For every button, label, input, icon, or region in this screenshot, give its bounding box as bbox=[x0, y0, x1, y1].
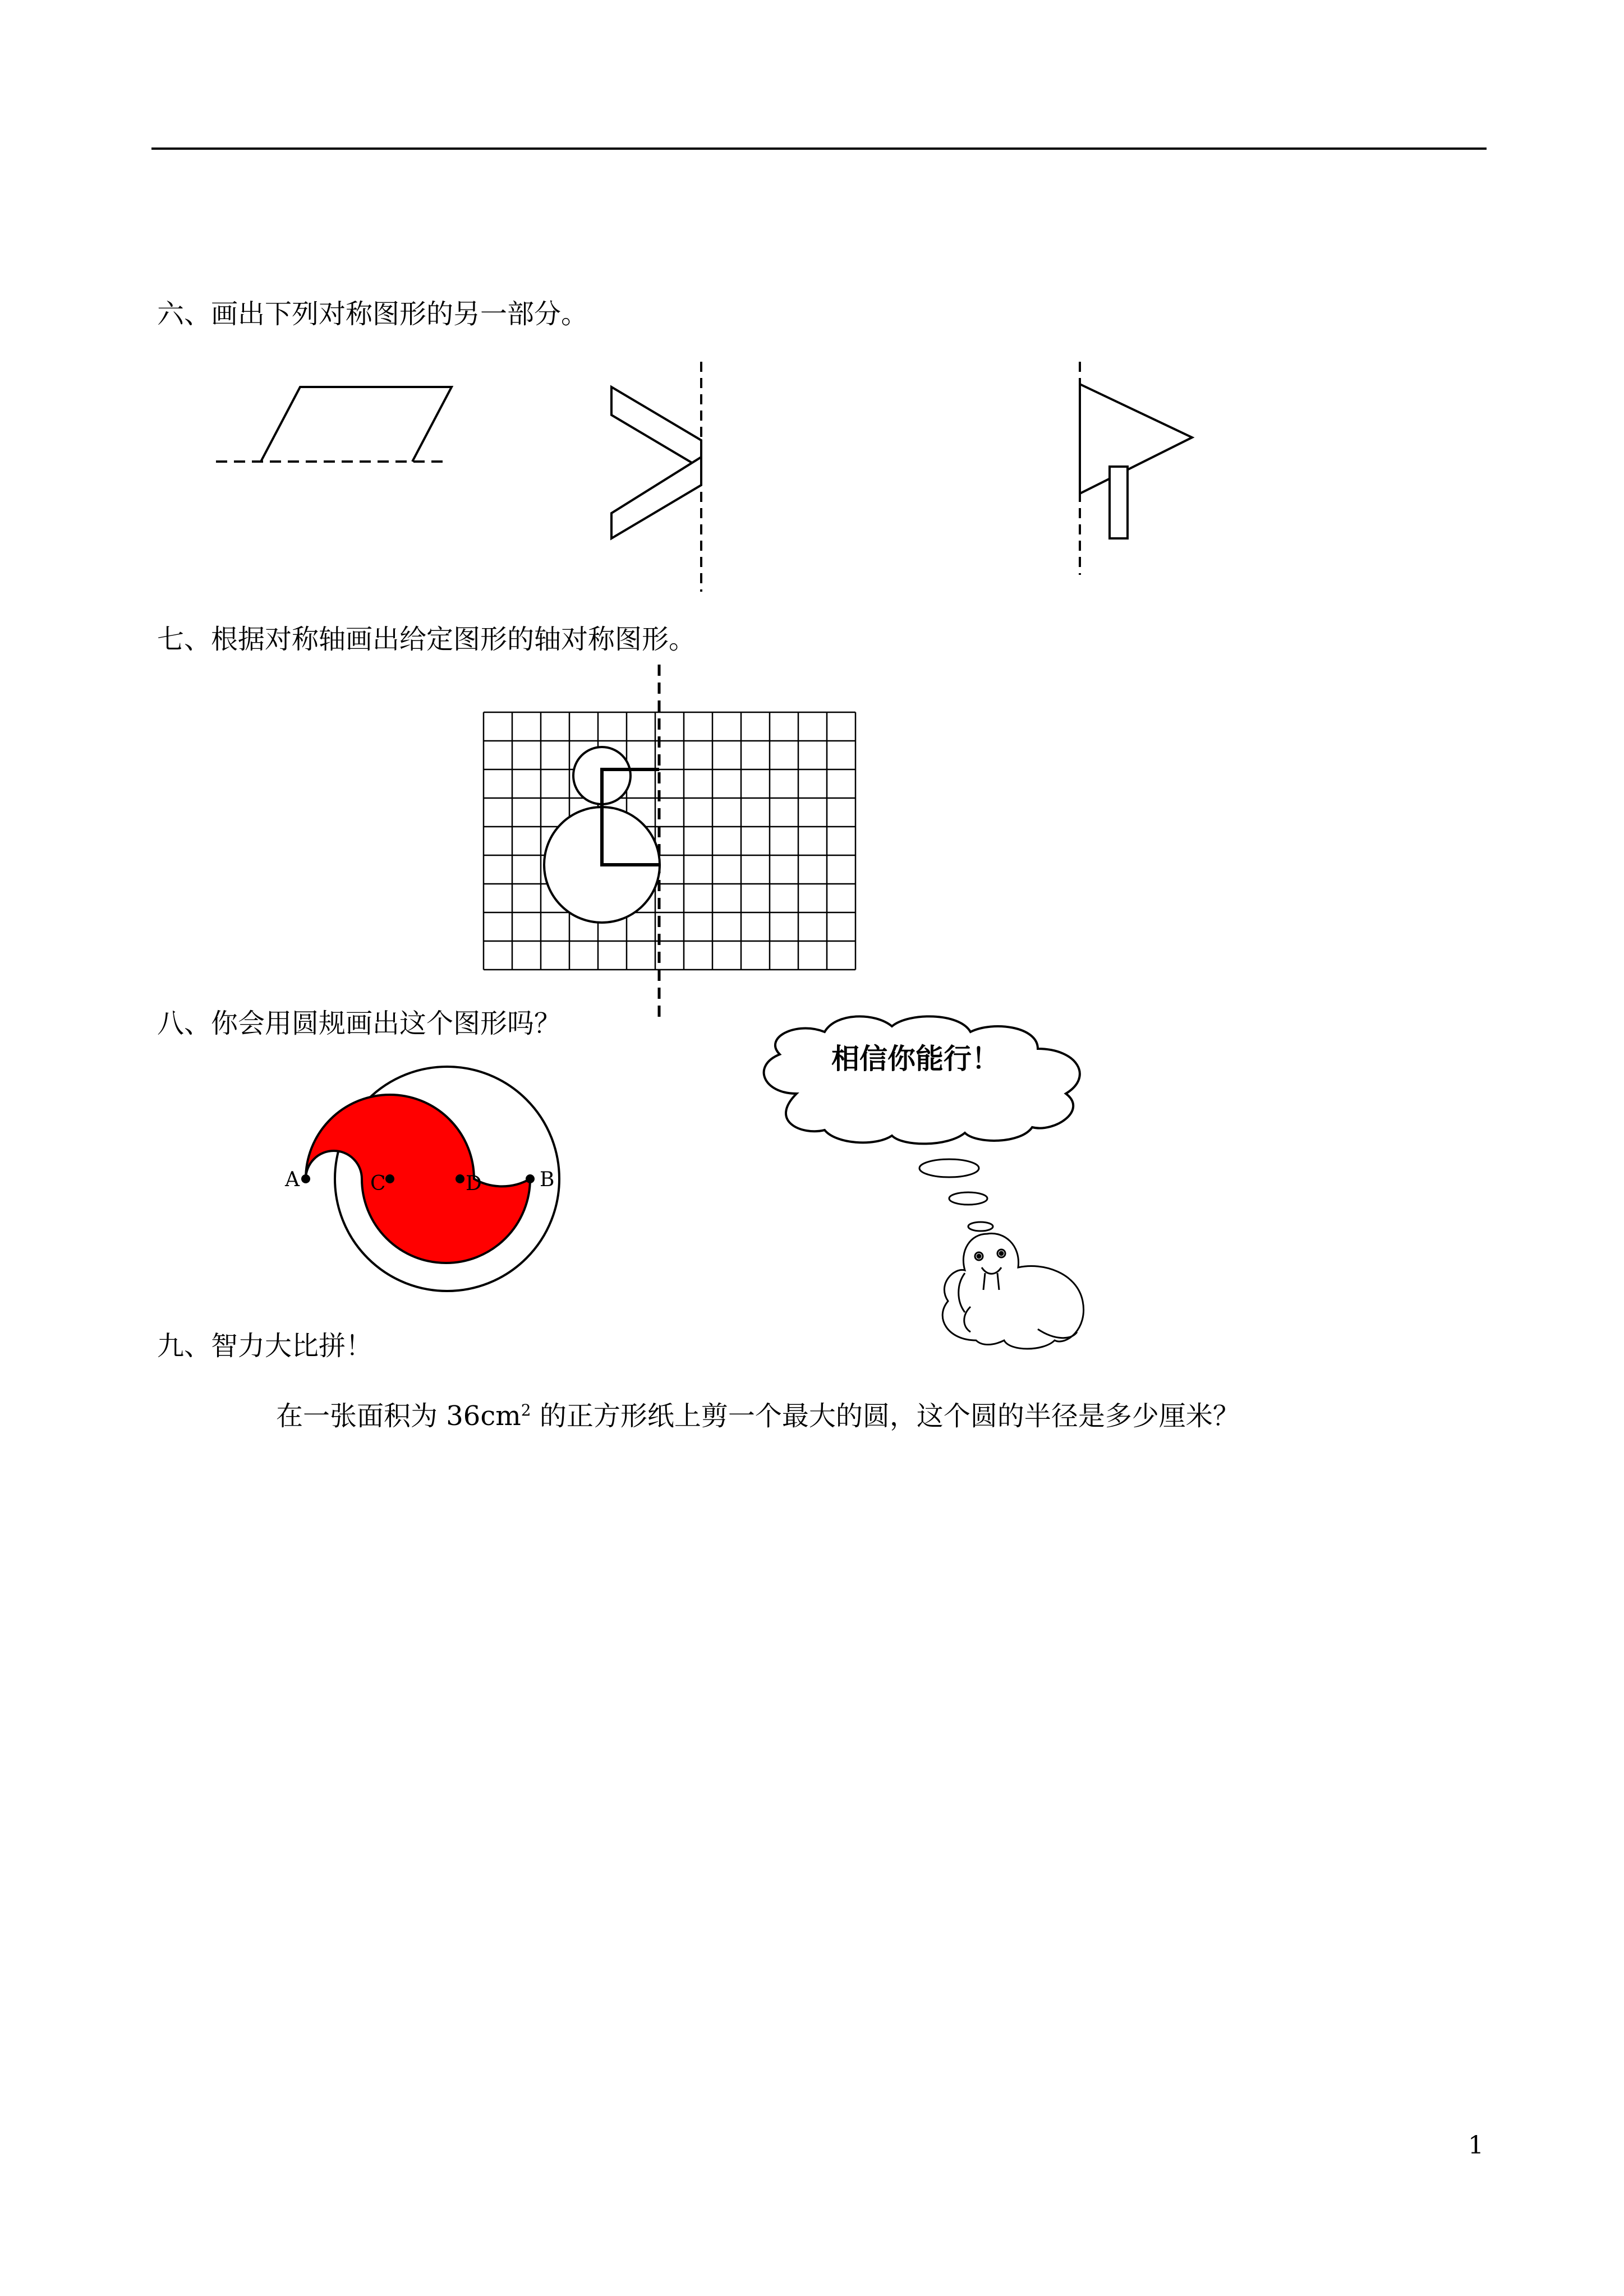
q6-flag-figure bbox=[1066, 359, 1206, 578]
q8-yinyang-figure bbox=[280, 1060, 561, 1295]
q6-chevron-figure bbox=[606, 359, 718, 594]
point-b-label: B bbox=[540, 1168, 555, 1191]
point-d-label: D bbox=[466, 1172, 482, 1195]
point-c-label: C bbox=[370, 1172, 386, 1195]
q9-text-after: 的正方形纸上剪一个最大的圆，这个圆的半径是多少厘米？ bbox=[531, 1400, 1240, 1432]
q7-title: 七、根据对称轴画出给定图形的轴对称图形。 bbox=[157, 624, 696, 655]
thought-bubble bbox=[740, 1009, 1111, 1374]
q9-problem-text bbox=[276, 1394, 1240, 1433]
page-number: 1 bbox=[1468, 2131, 1484, 2160]
q7-grid-figure bbox=[477, 662, 864, 1026]
q6-title: 六、画出下列对称图形的另一部分。 bbox=[157, 298, 588, 330]
speech-text: 相信你能行！ bbox=[831, 1043, 1000, 1075]
q9-superscript: 2 bbox=[521, 1401, 531, 1419]
point-a-label: A bbox=[285, 1168, 300, 1191]
q6-parallelogram-figure bbox=[213, 381, 460, 471]
q9-title: 九、智力大比拼！ bbox=[157, 1330, 373, 1362]
walrus-illustration bbox=[942, 1233, 1083, 1349]
header-rule bbox=[151, 147, 1487, 150]
q8-title: 八、你会用圆规画出这个图形吗？ bbox=[157, 1008, 562, 1039]
q9-text-before: 在一张面积为 36cm bbox=[276, 1400, 521, 1432]
